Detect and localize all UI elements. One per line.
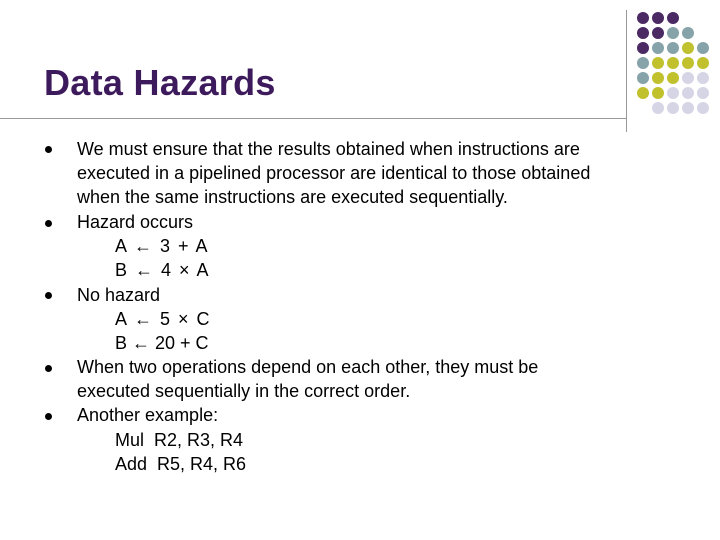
- bullet-2-sub-2: B ← 4 × A: [115, 260, 209, 280]
- bullet-dot: [45, 220, 52, 227]
- bullet-5-line-1: Another example:: [77, 405, 219, 425]
- bullet-3-sub-1: A ← 5 × C: [115, 309, 210, 329]
- bullet-dot: [45, 365, 52, 372]
- bullet-2-line-1: Hazard occurs: [77, 212, 194, 232]
- bullet-dot: [45, 413, 52, 420]
- bullet-4-line-1: When two operations depend on each other, they must be: [77, 357, 539, 377]
- bullet-dot: [45, 292, 52, 299]
- bullet-2-sub-1: A ← 3 + A: [115, 236, 208, 256]
- bullet-dot: [45, 146, 52, 153]
- bullet-3-line-1: No hazard: [77, 285, 161, 305]
- bullet-5-sub-2: Add R5, R4, R6: [115, 454, 247, 474]
- bullet-5-sub-1: Mul R2, R3, R4: [115, 430, 244, 450]
- bullet-1-line-3: when the same instructions are executed sequentially.: [77, 187, 508, 207]
- slide-title: Data Hazards: [44, 62, 276, 103]
- bullet-3-sub-2: B ← 20 + C: [115, 333, 209, 353]
- bullet-1-line-2: executed in a pipelined processor are identical to those obtained: [77, 163, 591, 183]
- bullet-1-line-1: We must ensure that the results obtained when instructions are: [77, 139, 580, 159]
- bullet-4-line-2: executed sequentially in the correct order.: [77, 381, 411, 401]
